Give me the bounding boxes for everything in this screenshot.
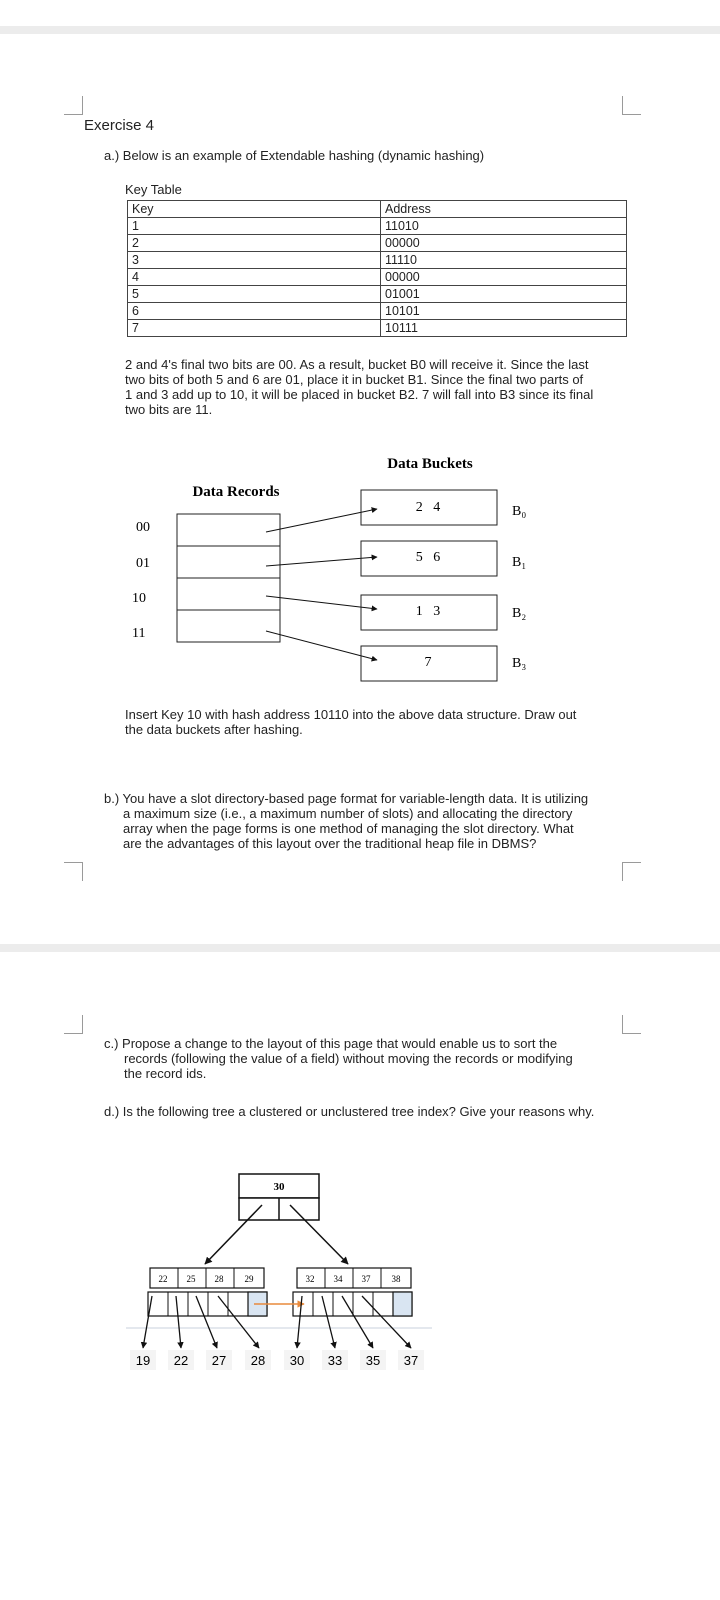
directory-label: 10 (132, 591, 146, 606)
address-cell: 10101 (381, 303, 627, 320)
text-line: b.) You have a slot directory-based page format for variable-length data. It is utilizing (104, 791, 589, 806)
leaf-key: 29 (244, 1274, 254, 1284)
record-value: 35 (365, 1353, 381, 1368)
bucket-name: B₀ (512, 504, 527, 519)
record-value: 27 (211, 1353, 227, 1368)
text-line: a maximum size (i.e., a maximum number of slots) and allocating the directory (123, 806, 573, 821)
bucket-name: B₂ (512, 606, 527, 621)
record-value: 22 (173, 1353, 189, 1368)
table-row (128, 218, 627, 235)
part-c-question (104, 1036, 573, 1081)
address-cell: 10111 (381, 320, 627, 337)
key-cell: 6 (128, 303, 381, 320)
directory-label: 11 (132, 626, 146, 641)
extendable-hashing-diagram (0, 440, 720, 700)
key-table-caption: Key Table (125, 182, 182, 197)
page-separator-middle (0, 944, 720, 952)
column-header-key: Key (128, 201, 381, 218)
text-line: are the advantages of this layout over the traditional heap file in DBMS? (123, 836, 537, 851)
b-plus-tree-diagram (0, 1160, 720, 1390)
bucket-contents: 2 4 (415, 500, 441, 515)
address-cell: 11010 (381, 218, 627, 235)
text-line: two bits of both 5 and 6 are 01, place it in bucket B1. Since the final two parts of (125, 372, 584, 387)
table-row (128, 320, 627, 337)
empty-pointer-slot (393, 1292, 412, 1316)
leaf-key: 32 (305, 1274, 315, 1284)
text-line: c.) Propose a change to the layout of this page that would enable us to sort the (104, 1036, 558, 1051)
address-cell: 11110 (381, 252, 627, 269)
record-value: 37 (403, 1353, 419, 1368)
record-value: 19 (135, 1353, 151, 1368)
page-corner-mark (64, 96, 83, 115)
table-header-row (128, 201, 627, 218)
page-corner-mark (622, 1015, 641, 1034)
directory-cell (177, 578, 280, 610)
text-line: array when the page forms is one method of managing the slot directory. What (123, 821, 574, 836)
key-cell: 5 (128, 286, 381, 303)
record-value: 28 (250, 1353, 266, 1368)
data-records-title: Data Records (192, 484, 280, 500)
text-line: records (following the value of a field) without moving the records or modifying (124, 1051, 573, 1066)
page-corner-mark (64, 862, 83, 881)
text-line: Insert Key 10 with hash address 10110 into the above data structure. Draw out (125, 707, 577, 722)
address-cell: 00000 (381, 269, 627, 286)
part-d-question: d.) Is the following tree a clustered or unclustered tree index? Give your reasons why. (104, 1104, 595, 1119)
page-corner-mark (622, 96, 641, 115)
leaf-key: 28 (214, 1274, 224, 1284)
bucket-name: B₁ (512, 555, 527, 570)
bucket-contents: 5 6 (415, 550, 441, 565)
data-buckets-title: Data Buckets (387, 456, 473, 472)
page-separator-top (0, 26, 720, 34)
leaf-key: 25 (186, 1274, 196, 1284)
address-cell: 01001 (381, 286, 627, 303)
exercise-title: Exercise 4 (84, 117, 155, 134)
page-corner-mark (64, 1015, 83, 1034)
root-left-pointer (205, 1205, 262, 1264)
text-line: 2 and 4's final two bits are 00. As a result, bucket B0 will receive it. Since the last (125, 357, 589, 372)
directory-cell (177, 514, 280, 546)
table-row (128, 235, 627, 252)
text-line: 1 and 3 add up to 10, it will be placed in bucket B2. 7 will fall into B3 since its final (125, 387, 594, 402)
bucket-pointer-arrow (266, 596, 377, 609)
root-key: 30 (273, 1181, 285, 1193)
table-row (128, 303, 627, 320)
key-table (127, 200, 627, 337)
key-cell: 2 (128, 235, 381, 252)
record-value: 30 (289, 1353, 305, 1368)
bucket-pointer-arrow (266, 557, 377, 566)
key-cell: 4 (128, 269, 381, 286)
bucket-contents: 7 (424, 655, 432, 670)
leaf-key: 38 (391, 1274, 401, 1284)
part-a-intro: a.) Below is an example of Extendable hashing (dynamic hashing) (104, 148, 485, 163)
bucket-contents: 1 3 (415, 604, 441, 619)
key-cell: 3 (128, 252, 381, 269)
leaf-key: 34 (333, 1274, 343, 1284)
page-corner-mark (622, 862, 641, 881)
text-line: two bits are 11. (125, 402, 213, 417)
text-line: the data buckets after hashing. (125, 722, 303, 737)
directory-cell (177, 546, 280, 578)
key-cell: 7 (128, 320, 381, 337)
directory-label: 01 (136, 556, 150, 571)
bucket-pointer-arrow (266, 509, 377, 532)
leaf-key: 37 (361, 1274, 371, 1284)
insert-task-paragraph (125, 707, 576, 737)
text-line: the record ids. (124, 1066, 207, 1081)
bucket-pointer-arrow (266, 631, 377, 660)
directory-cell (177, 610, 280, 642)
table-row (128, 252, 627, 269)
table-row (128, 269, 627, 286)
bucket-name: B₃ (512, 656, 527, 671)
directory-label: 00 (136, 520, 150, 535)
table-row (128, 286, 627, 303)
leaf-key: 22 (158, 1274, 168, 1284)
part-b-question (104, 791, 588, 851)
explanation-paragraph (125, 357, 593, 417)
key-cell: 1 (128, 218, 381, 235)
column-header-address: Address (381, 201, 627, 218)
address-cell: 00000 (381, 235, 627, 252)
record-value: 33 (327, 1353, 343, 1368)
